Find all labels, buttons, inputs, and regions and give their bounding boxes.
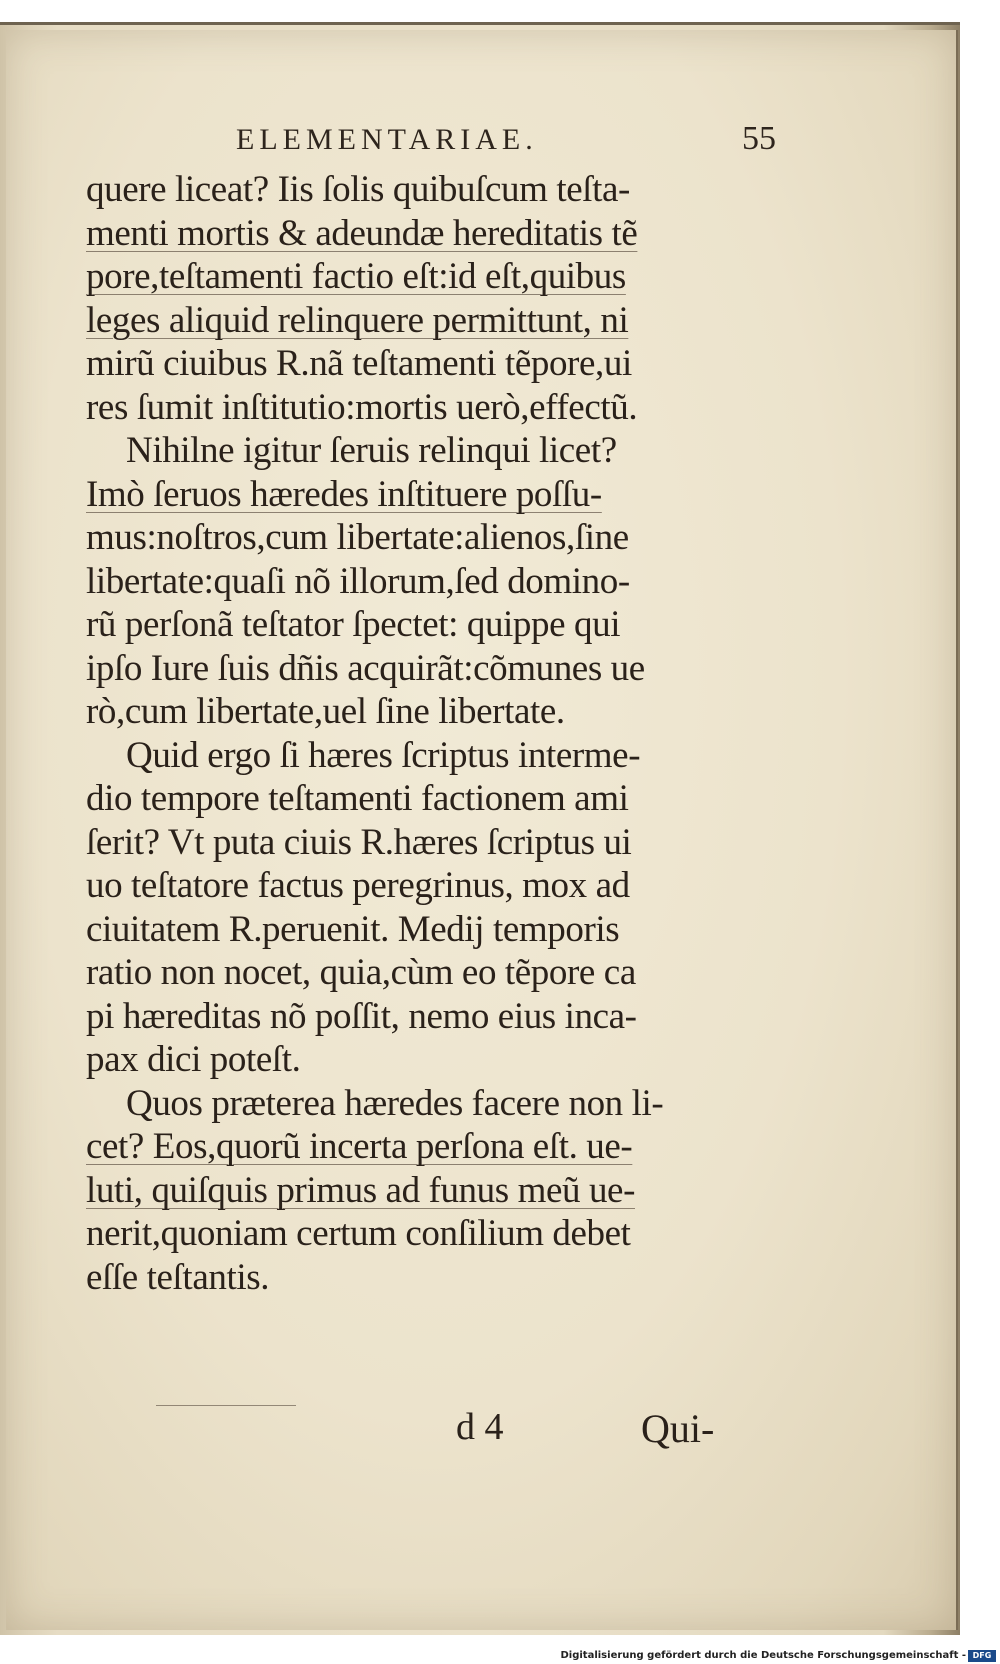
text-line: ipſo Iure ſuis dñis acquirãt:cõmunes ue [86,647,645,689]
show-through-rule [156,1405,296,1406]
text-line: rũ perſonã teſtator ſpectet: quippe qui [86,604,621,645]
text-line: mus:noſtros,cum libertate:alienos,ſine [86,517,629,558]
text-line: pi hæreditas nõ poſſit, nemo eius inca- [86,995,637,1037]
text-line: pore,teſtamenti factio eſt:id eſt,quibus [86,256,626,297]
paragraph-4 [86,1082,786,1300]
running-title: ELEMENTARIAE. [236,123,538,156]
digitization-credit: Digitalisierung gefördert durch die Deutsche Forschungsgemeinschaft - [560,1650,966,1661]
text-line: Imò ſeruos hæredes inſtituere poſſu- [86,473,602,515]
page-content [86,120,786,1451]
text-line: Nihilne igitur ſeruis relinqui licet? [126,430,617,471]
signature-mark: d 4 [456,1406,504,1448]
text-line: Quid ergo ſi hæres ſcriptus interme- [126,734,641,776]
text-line: res ſumit inſtitutio:mortis uerò,effectũ. [86,386,638,428]
text-line: eſſe teſtantis. [86,1256,270,1298]
text-line: uo teſtatore factus peregrinus, mox ad [86,865,630,906]
text-line: dio tempore teſtamenti factionem ami [86,778,629,819]
paragraph-1 [86,168,786,429]
text-line: quere liceat? Iis ſolis quibuſcum teſta- [86,169,630,210]
text-line: mirũ ciuibus R.nã teſtamenti tẽpore,ui [86,343,632,384]
book-page [6,30,958,1630]
text-line: libertate:quaſi nõ illorum,ſed domino- [86,560,630,602]
page-number: 55 [742,120,776,157]
text-line: luti, quiſquis primus ad funus meũ ue- [86,1169,635,1211]
catchword: Qui- [641,1406,715,1451]
paragraph-2 [86,429,786,734]
text-line: leges aliquid relinquere permittunt, ni [86,299,629,341]
text-line: Quos præterea hæredes facere non li- [126,1082,664,1124]
text-line: ſerit? Vt puta ciuis R.hæres ſcriptus ui [86,821,632,863]
paragraph-3 [86,734,786,1082]
page-footer [86,1405,786,1455]
text-line: pax dici poteſt. [86,1039,301,1080]
text-line: nerit,quoniam certum conſilium debet [86,1213,631,1254]
text-line: rò,cum libertate,uel ſine libertate. [86,691,565,732]
text-line: cet? Eos,quorũ incerta perſona eſt. ue- [86,1126,633,1167]
credit-bar [0,1648,1000,1664]
running-head [236,120,786,168]
text-line: menti mortis & adeundæ hereditatis tẽ [86,212,638,254]
text-line: ratio non nocet, quia,cùm eo tẽpore ca [86,952,636,993]
dfg-logo-icon: DFG [968,1650,996,1662]
text-block [86,168,786,1299]
text-line: ciuitatem R.peruenit. Medij temporis [86,908,620,950]
